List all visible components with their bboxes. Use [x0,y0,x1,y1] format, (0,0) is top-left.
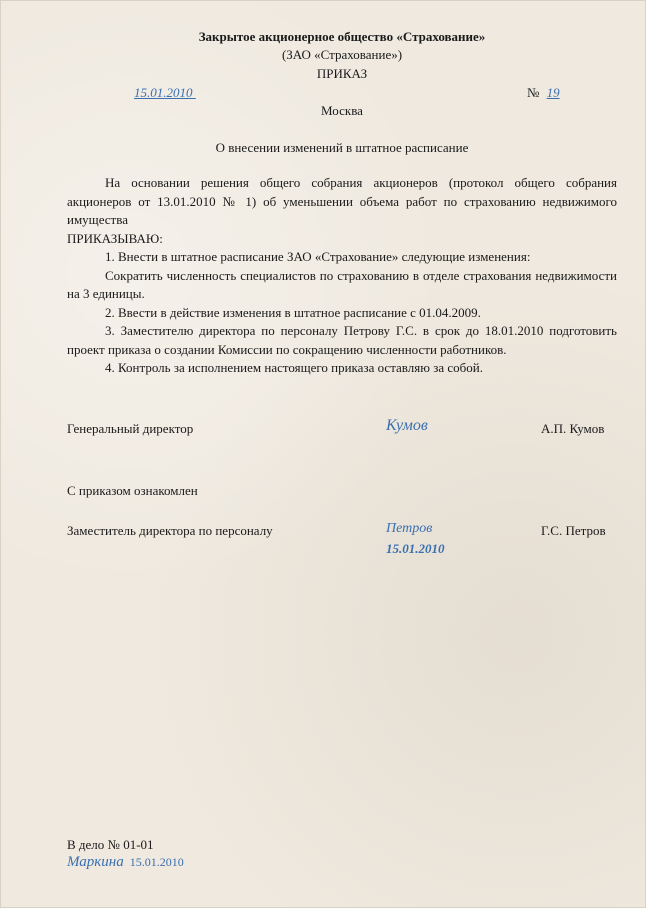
city: Москва [321,103,363,118]
director-position: Генеральный директор [67,421,194,436]
company-short-name: (ЗАО «Страхование») [281,47,403,62]
deputy-position: Заместитель директора по персоналу [67,523,273,538]
company-name: Закрытое акционерное общество «Страхование» [198,29,486,44]
deputy-name: Г.С. Петров [541,523,606,538]
director-name: А.П. Кумов [541,421,605,436]
order-number [527,85,564,101]
order-body [67,174,617,378]
clerk-signature: Маркина [67,854,124,870]
file-note: В дело № 01-01 [67,837,154,852]
document-type: ПРИКАЗ [316,66,368,81]
order-item-1: 1. Внести в штатное расписание ЗАО «Страхование» следующие изменения: [105,249,531,264]
order-item-2: 2. Ввести в действие изменения в штатное расписание с 01.04.2009. [105,304,481,320]
order-item-1-detail: Сократить численность специалистов по страхованию в отделе страхования недвижимости на 3 единицы. [67,267,617,301]
acquainted-label: С приказом ознакомлен [67,483,198,498]
deputy-signature: Петров [386,521,433,536]
clerk-date: 15.01.2010 [129,855,184,869]
order-word: ПРИКАЗЫВАЮ: [67,230,163,246]
order-date-value: 15.01.2010 [134,85,193,100]
preamble: На основании решения общего собрания акционеров (протокол общего собрания акционеров от 13.01.2010 № 1) об уменьшении объема работ по страхованию недвижимого имущества [67,175,617,227]
order-number-value: 19 [546,85,560,100]
deputy-sign-date: 15.01.2010 [386,541,445,556]
number-label: № [527,85,540,100]
order-item-3: 3. Заместителю директора по персоналу Петрову Г.С. в срок до 18.01.2010 подготовить проект приказа о создании Комиссии по сокращению численности работников. [67,323,617,357]
order-date [134,85,196,101]
clerk-mark [67,853,184,871]
order-item-4: 4. Контроль за исполнением настоящего приказа оставляю за собой. [105,360,483,375]
director-signature: Кумов [386,417,428,434]
order-title: О внесении изменений в штатное расписание [215,140,469,155]
